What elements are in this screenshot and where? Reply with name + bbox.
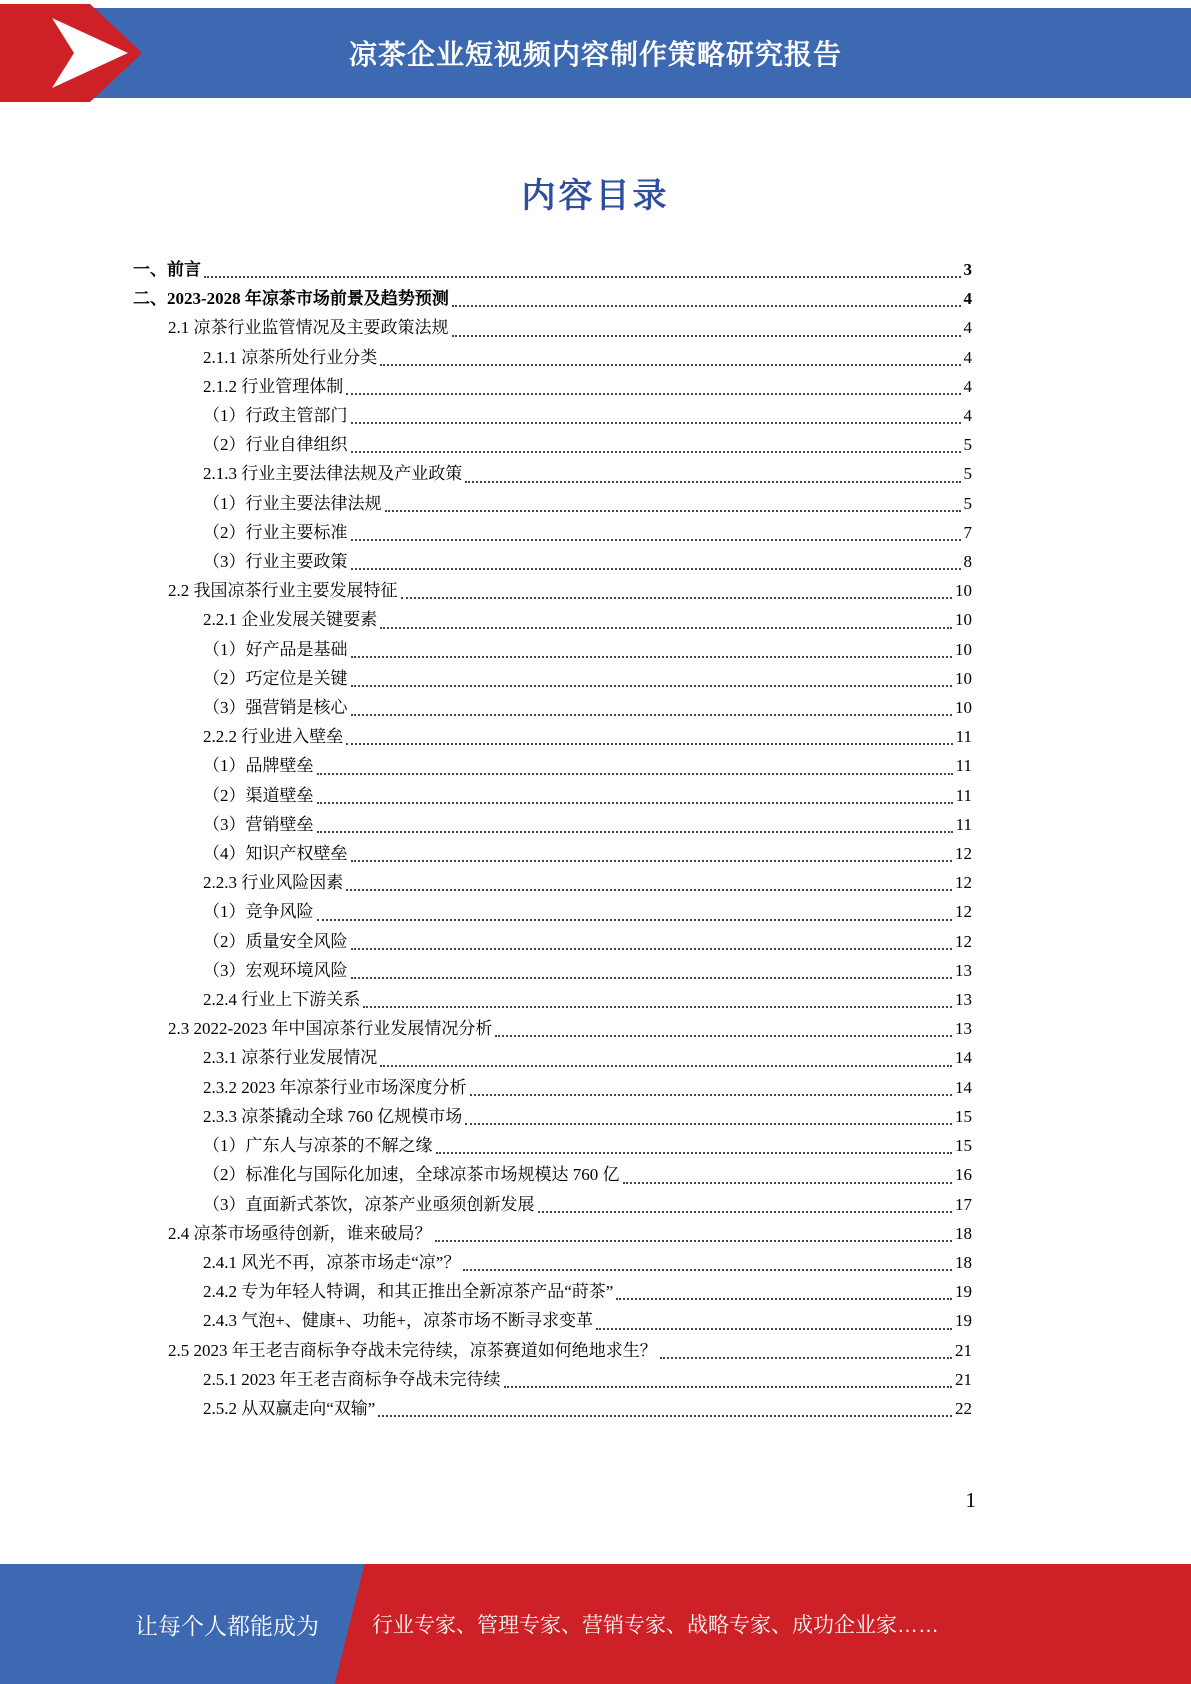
toc-entry-page: 10 bbox=[955, 668, 972, 688]
toc-entry-page: 4 bbox=[963, 406, 972, 426]
toc-entry-label: 2.3 2022-2023 年中国凉茶行业发展情况分析 bbox=[168, 1019, 493, 1039]
toc-entry-page: 10 bbox=[955, 698, 972, 718]
toc-leader-dots bbox=[378, 1415, 952, 1417]
toc-entry-page: 21 bbox=[955, 1369, 972, 1389]
toc-entry[interactable] bbox=[133, 343, 972, 372]
toc-entry-label: （4）知识产权壁垒 bbox=[203, 844, 348, 864]
toc-leader-dots bbox=[465, 481, 960, 483]
toc-entry-label: 2.2 我国凉茶行业主要发展特征 bbox=[168, 581, 398, 601]
toc-leader-dots bbox=[317, 773, 953, 775]
toc-entry-label: 2.3.1 凉茶行业发展情况 bbox=[203, 1048, 378, 1068]
toc-leader-dots bbox=[660, 1357, 952, 1359]
toc-leader-dots bbox=[470, 1094, 953, 1096]
page-footer bbox=[0, 1564, 1191, 1684]
toc-entry-page: 16 bbox=[955, 1165, 972, 1185]
toc-entry-page: 4 bbox=[963, 347, 972, 367]
toc-leader-dots bbox=[495, 1035, 952, 1037]
toc-entry-label: 2.2.2 行业进入壁垒 bbox=[203, 727, 344, 747]
toc-entry[interactable] bbox=[133, 547, 972, 576]
toc-entry[interactable] bbox=[133, 430, 972, 459]
toc-entry[interactable] bbox=[133, 401, 972, 430]
toc-leader-dots bbox=[346, 889, 952, 891]
toc-entry[interactable] bbox=[133, 664, 972, 693]
footer-slogan-right: 行业专家、管理专家、营销专家、战略专家、成功企业家…… bbox=[372, 1614, 939, 1637]
toc-leader-dots bbox=[385, 510, 961, 512]
toc-entry-page: 5 bbox=[963, 464, 972, 484]
toc-entry-label: （3）强营销是核心 bbox=[203, 698, 348, 718]
toc-entry-label: 2.2.1 企业发展关键要素 bbox=[203, 610, 378, 630]
toc-entry-page: 18 bbox=[955, 1252, 972, 1272]
toc-leader-dots bbox=[463, 1269, 952, 1271]
toc-leader-dots bbox=[351, 714, 953, 716]
toc-entry-page: 13 bbox=[955, 990, 972, 1010]
toc-entry[interactable] bbox=[133, 1190, 972, 1219]
toc-entry-page: 11 bbox=[955, 814, 972, 834]
toc-entry[interactable] bbox=[133, 1102, 972, 1131]
toc-entry[interactable] bbox=[133, 1043, 972, 1072]
toc-entry-page: 5 bbox=[963, 435, 972, 455]
toc-entry[interactable] bbox=[133, 518, 972, 547]
toc-entry[interactable] bbox=[133, 1336, 972, 1365]
toc-entry-label: 2.3.3 凉茶撬动全球 760 亿规模市场 bbox=[203, 1106, 463, 1126]
toc-entry-label: 2.1 凉茶行业监管情况及主要政策法规 bbox=[168, 318, 449, 338]
toc-entry[interactable] bbox=[133, 956, 972, 985]
toc-entry-label: （1）好产品是基础 bbox=[203, 639, 348, 659]
toc-entry-label: 2.4.2 专为年轻人特调，和其正推出全新凉茶产品“莳茶” bbox=[203, 1282, 614, 1302]
toc-leader-dots bbox=[317, 919, 953, 921]
toc-leader-dots bbox=[351, 539, 961, 541]
toc-leader-dots bbox=[401, 597, 953, 599]
toc-entry[interactable] bbox=[133, 1394, 972, 1423]
toc-entry[interactable] bbox=[133, 1219, 972, 1248]
toc-leader-dots bbox=[346, 393, 960, 395]
toc-entry-page: 19 bbox=[955, 1311, 972, 1331]
toc-entry-page: 12 bbox=[955, 902, 972, 922]
toc-leader-dots bbox=[538, 1211, 953, 1213]
toc-entry-page: 7 bbox=[963, 522, 972, 542]
toc-entry-label: （1）竞争风险 bbox=[203, 902, 314, 922]
header-bar bbox=[0, 8, 1191, 98]
toc-entry[interactable] bbox=[133, 1277, 972, 1306]
report-title: 凉茶企业短视频内容制作策略研究报告 bbox=[348, 39, 842, 70]
toc-entry-label: （1）行业主要法律法规 bbox=[203, 493, 382, 513]
toc-entry-label: （1）行政主管部门 bbox=[203, 406, 348, 426]
toc-leader-dots bbox=[351, 685, 953, 687]
toc-entry-page: 10 bbox=[955, 639, 972, 659]
toc-entry-label: （2）标准化与国际化加速，全球凉茶市场规模达 760 亿 bbox=[203, 1165, 620, 1185]
toc-entry-label: 2.5.1 2023 年王老吉商标争夺战未完待续 bbox=[203, 1369, 501, 1389]
toc-title: 内容目录 bbox=[521, 178, 670, 215]
toc-entry[interactable] bbox=[133, 255, 972, 284]
toc-entry-label: （3）营销壁垒 bbox=[203, 814, 314, 834]
toc-entry-label: 2.1.2 行业管理体制 bbox=[203, 376, 344, 396]
toc-entry[interactable] bbox=[133, 1160, 972, 1189]
toc-entry-label: （1）广东人与凉茶的不解之缘 bbox=[203, 1136, 433, 1156]
toc-leader-dots bbox=[452, 305, 961, 307]
toc-entry[interactable] bbox=[133, 839, 972, 868]
toc-leader-dots bbox=[204, 276, 961, 278]
toc-entry-label: （3）直面新式茶饮，凉茶产业亟须创新发展 bbox=[203, 1194, 535, 1214]
toc-entry-page: 11 bbox=[955, 756, 972, 776]
toc-leader-dots bbox=[452, 335, 961, 337]
toc-entry-page: 12 bbox=[955, 844, 972, 864]
red-arrow-ribbon-icon bbox=[0, 2, 150, 104]
toc-entry[interactable] bbox=[133, 751, 972, 780]
toc-entry-page: 12 bbox=[955, 931, 972, 951]
toc-entry-page: 15 bbox=[955, 1136, 972, 1156]
toc-entry[interactable] bbox=[133, 313, 972, 342]
toc-entry-page: 14 bbox=[955, 1048, 972, 1068]
toc-entry[interactable] bbox=[133, 1014, 972, 1043]
toc-leader-dots bbox=[317, 831, 953, 833]
toc-entry-page: 13 bbox=[955, 1019, 972, 1039]
toc-entry[interactable] bbox=[133, 897, 972, 926]
toc-entry[interactable] bbox=[133, 810, 972, 839]
toc-entry-page: 14 bbox=[955, 1077, 972, 1097]
toc-entry[interactable] bbox=[133, 635, 972, 664]
toc-entry[interactable] bbox=[133, 985, 972, 1014]
toc-leader-dots bbox=[623, 1182, 953, 1184]
toc-leader-dots bbox=[616, 1298, 952, 1300]
page-number: 1 bbox=[965, 1488, 976, 1512]
toc-leader-dots bbox=[351, 656, 953, 658]
toc-leader-dots bbox=[380, 1065, 952, 1067]
toc-entry[interactable] bbox=[133, 927, 972, 956]
toc-entry[interactable] bbox=[133, 1073, 972, 1102]
toc-entry-label: （2）行业自律组织 bbox=[203, 435, 348, 455]
toc-leader-dots bbox=[435, 1240, 953, 1242]
toc-entry-page: 13 bbox=[955, 960, 972, 980]
toc-entry-page: 4 bbox=[963, 376, 972, 396]
toc-leader-dots bbox=[351, 568, 961, 570]
toc-entry-page: 18 bbox=[955, 1223, 972, 1243]
toc-entry-page: 19 bbox=[955, 1282, 972, 1302]
toc-entry[interactable] bbox=[133, 1131, 972, 1160]
toc-entry-label: （2）渠道壁垒 bbox=[203, 785, 314, 805]
toc-entry-page: 11 bbox=[955, 785, 972, 805]
toc-entry-label: （3）宏观环境风险 bbox=[203, 960, 348, 980]
toc-leader-dots bbox=[346, 743, 952, 745]
toc-leader-dots bbox=[380, 627, 952, 629]
toc-entry-label: 2.4.1 风光不再，凉茶市场走“凉”？ bbox=[203, 1252, 461, 1272]
toc-entry[interactable] bbox=[133, 284, 972, 313]
toc-entry-label: 2.5.2 从双赢走向“双输” bbox=[203, 1398, 376, 1418]
toc-entry-label: 2.2.3 行业风险因素 bbox=[203, 873, 344, 893]
toc-entry-label: （2）巧定位是关键 bbox=[203, 668, 348, 688]
toc-entry-page: 10 bbox=[955, 581, 972, 601]
toc-leader-dots bbox=[596, 1328, 952, 1330]
toc-leader-dots bbox=[380, 364, 960, 366]
toc-entry-label: （2）行业主要标准 bbox=[203, 522, 348, 542]
toc-entry-label: 2.3.2 2023 年凉茶行业市场深度分析 bbox=[203, 1077, 467, 1097]
toc-entry[interactable] bbox=[133, 781, 972, 810]
toc-entry-page: 22 bbox=[955, 1398, 972, 1418]
toc-leader-dots bbox=[351, 977, 953, 979]
toc-entry[interactable] bbox=[133, 605, 972, 634]
toc-entry[interactable] bbox=[133, 1248, 972, 1277]
toc-leader-dots bbox=[465, 1123, 952, 1125]
toc-entry[interactable] bbox=[133, 868, 972, 897]
toc-entry-page: 8 bbox=[963, 552, 972, 572]
toc-entry-label: 2.4 凉茶市场亟待创新，谁来破局？ bbox=[168, 1223, 432, 1243]
toc-leader-dots bbox=[363, 1006, 952, 1008]
toc-leader-dots bbox=[351, 948, 953, 950]
toc-entry[interactable] bbox=[133, 693, 972, 722]
toc-list bbox=[133, 255, 972, 1423]
toc-entry-page: 4 bbox=[963, 289, 972, 309]
toc-entry-label: 2.1.3 行业主要法律法规及产业政策 bbox=[203, 464, 463, 484]
toc-entry-label: 一、前言 bbox=[133, 260, 201, 279]
toc-entry[interactable] bbox=[133, 372, 972, 401]
toc-leader-dots bbox=[436, 1152, 953, 1154]
toc-entry[interactable] bbox=[133, 489, 972, 518]
toc-entry[interactable] bbox=[133, 576, 972, 605]
toc-entry-page: 11 bbox=[955, 727, 972, 747]
toc-entry-label: （1）品牌壁垒 bbox=[203, 756, 314, 776]
toc-leader-dots bbox=[351, 451, 961, 453]
toc-entry[interactable] bbox=[133, 1306, 972, 1335]
toc-entry-page: 3 bbox=[963, 260, 972, 279]
toc-entry[interactable] bbox=[133, 459, 972, 488]
toc-entry-label: 二、2023-2028 年凉茶市场前景及趋势预测 bbox=[133, 289, 449, 309]
toc-leader-dots bbox=[504, 1386, 953, 1388]
toc-entry-page: 5 bbox=[963, 493, 972, 513]
toc-entry[interactable] bbox=[133, 722, 972, 751]
footer-slogan-left: 让每个人都能成为 bbox=[135, 1612, 319, 1639]
toc-entry-label: （2）质量安全风险 bbox=[203, 931, 348, 951]
toc-leader-dots bbox=[351, 422, 961, 424]
toc-entry[interactable] bbox=[133, 1365, 972, 1394]
toc-entry-label: 2.4.3 气泡+、健康+、功能+，凉茶市场不断寻求变革 bbox=[203, 1311, 594, 1331]
toc-entry-page: 10 bbox=[955, 610, 972, 630]
toc-entry-label: 2.2.4 行业上下游关系 bbox=[203, 990, 361, 1010]
toc-entry-page: 4 bbox=[963, 318, 972, 338]
toc-entry-page: 15 bbox=[955, 1106, 972, 1126]
toc-entry-page: 21 bbox=[955, 1340, 972, 1360]
page-header bbox=[0, 0, 1191, 110]
toc-entry-label: 2.5 2023 年王老吉商标争夺战未完待续，凉茶赛道如何绝地求生？ bbox=[168, 1340, 657, 1360]
toc-entry-page: 12 bbox=[955, 873, 972, 893]
toc-leader-dots bbox=[351, 860, 953, 862]
toc-entry-label: （3）行业主要政策 bbox=[203, 552, 348, 572]
toc-leader-dots bbox=[317, 802, 953, 804]
toc-entry-page: 17 bbox=[955, 1194, 972, 1214]
toc-entry-label: 2.1.1 凉茶所处行业分类 bbox=[203, 347, 378, 367]
